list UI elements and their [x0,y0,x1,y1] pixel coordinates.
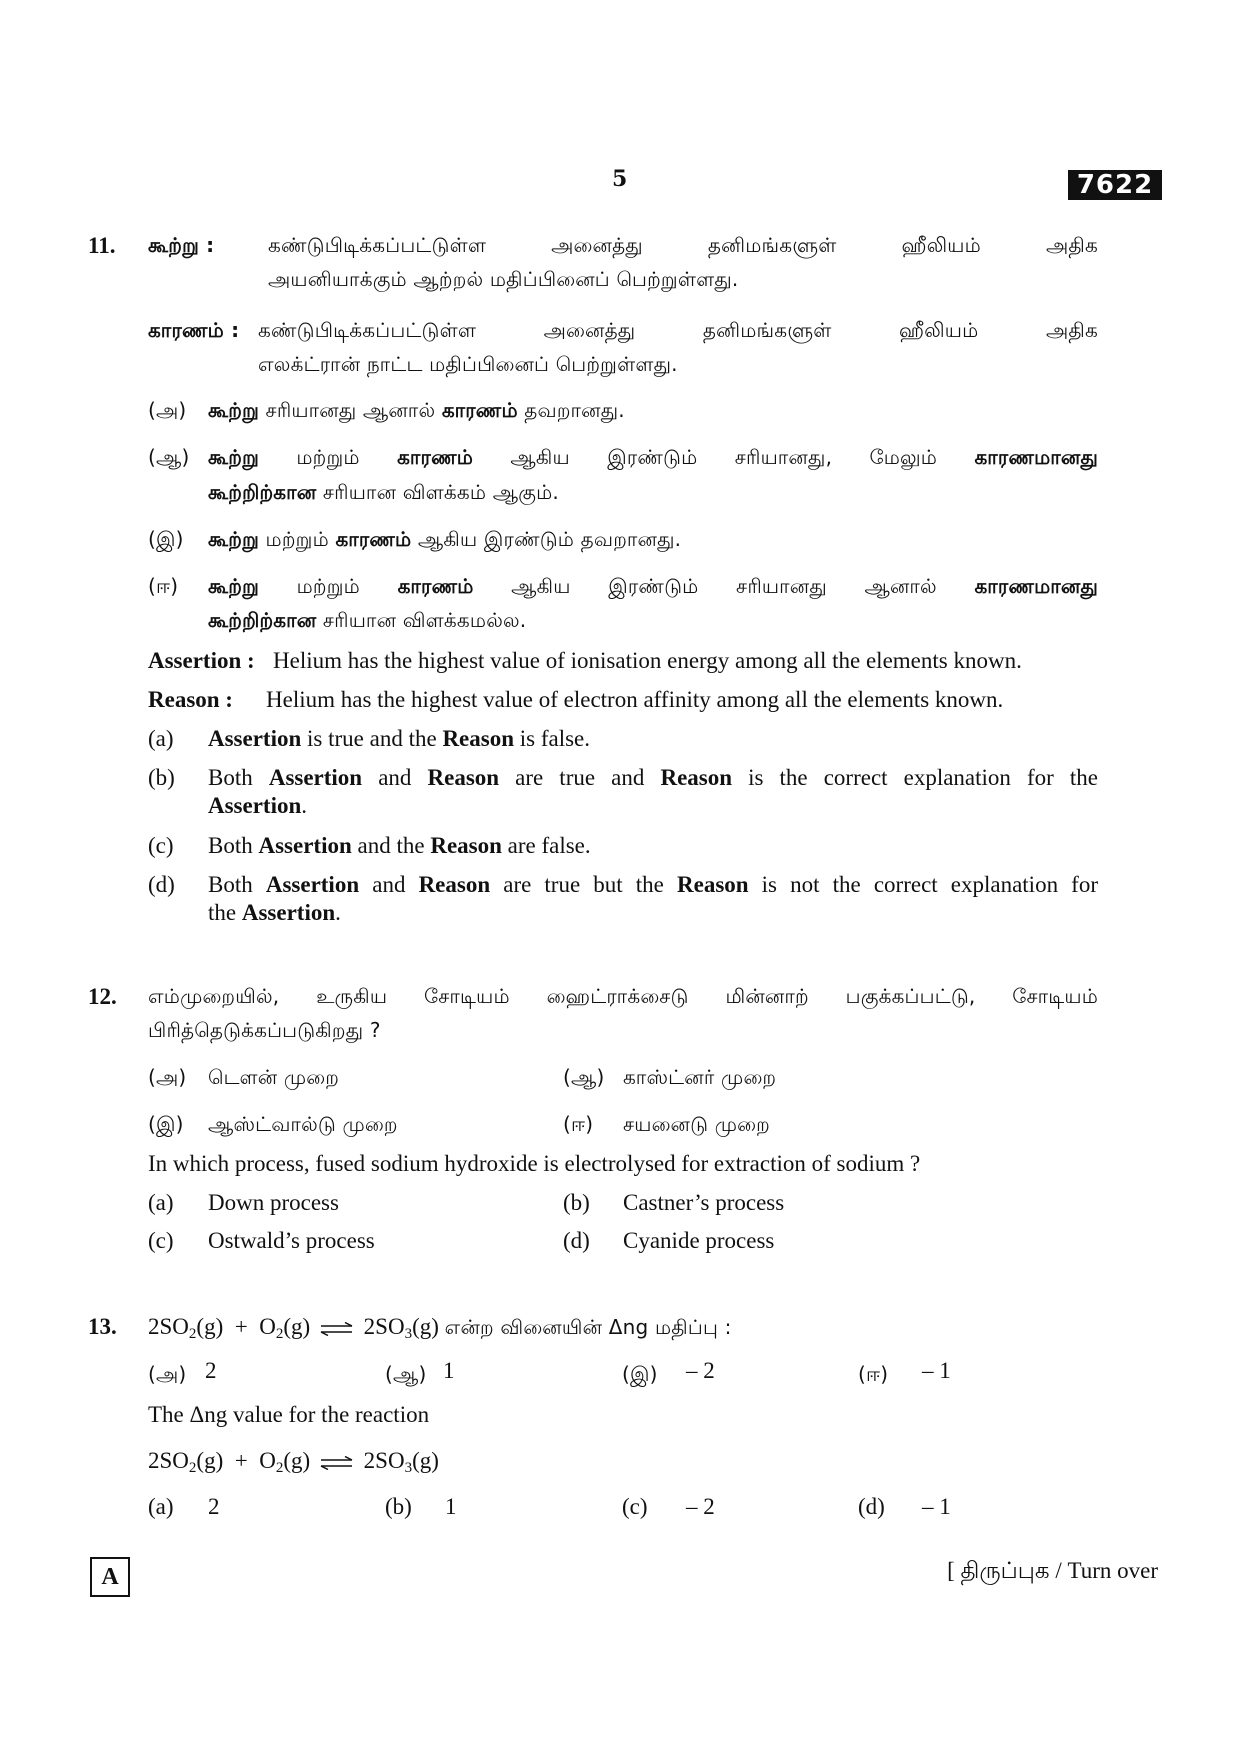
en-assertion-text: Helium has the highest value of ionisation energy among all the elements known. [273,648,1022,673]
ta-question-line-2: பிரித்தெடுக்கப்படுகிறது ? [148,1018,381,1042]
ta-assertion-line-2: அயனியாக்கும் ஆற்றல் மதிப்பினைப் பெற்றுள்ளது. [268,267,739,291]
en-reason-label: Reason : [148,687,233,712]
ta-reason-line-2: எலக்ட்ரான் நாட்ட மதிப்பினைப் பெற்றுள்ளது. [258,352,678,376]
en-option-text-cont: Assertion. [208,793,308,818]
ta-option-text: சயனைடு முறை [623,1112,770,1136]
en-option-key: (d) [563,1228,590,1253]
en-option-text: Ostwald’s process [208,1228,375,1253]
ta-option-key: (ஈ) [148,574,179,598]
en-option-key: (c) [148,833,174,858]
ta-reason-label: காரணம் : [148,318,240,342]
en-question: In which process, fused sodium hydroxide is electrolysed for extraction of sodium ? [148,1151,921,1176]
en-option-key: (a) [148,1190,174,1215]
question-number-12: 12. [88,984,117,1009]
ta-option-key: (அ) [148,398,187,422]
en-option-text: – 1 [922,1494,951,1519]
en-option-key: (c) [622,1494,648,1519]
ta-option-text: – 1 [922,1358,951,1383]
en-option-text: Cyanide process [623,1228,775,1253]
question-number-11: 11. [88,233,116,258]
ta-option-text: கூற்று மற்றும் காரணம் ஆகிய இரண்டும் தவறானது. [208,527,682,551]
ta-option-key: (இ) [148,527,184,551]
ta-option-text-cont: கூற்றிற்கான சரியான விளக்கம் ஆகும். [208,480,559,504]
ta-option-key: (அ) [148,1065,187,1089]
en-option-key: (c) [148,1228,174,1253]
turn-over-note: [ திருப்புக / Turn over [947,1558,1158,1583]
page-number: 5 [612,166,628,192]
question-number-13: 13. [88,1314,117,1339]
ta-option-key: (ஈ) [858,1362,889,1386]
ta-option-key: (இ) [622,1362,658,1386]
en-option-key: (d) [858,1494,885,1519]
en-option-text: Both Assertion and Reason are true but the Reason is not the correct explanation for [208,872,1098,897]
en-option-text: Castner’s process [623,1190,785,1215]
paper-code-badge: 7622 [1068,170,1162,200]
en-option-key: (a) [148,1494,174,1519]
en-option-text: Both Assertion and the Reason are false. [208,833,591,858]
ta-option-text: 2 [205,1358,217,1383]
ta-option-text: – 2 [686,1358,715,1383]
en-option-text: – 2 [686,1494,715,1519]
ta-option-key: (இ) [148,1112,184,1136]
en-assertion-label: Assertion : [148,648,255,673]
en-option-text: 1 [445,1494,457,1519]
ta-option-text: கூற்று மற்றும் காரணம் ஆகிய இரண்டும் சரியானது ஆனால் காரணமானது [208,574,1098,598]
en-option-key: (a) [148,726,174,751]
en-option-key: (d) [148,872,175,897]
ta-option-text: காஸ்ட்னர் முறை [623,1065,777,1089]
en-reason-text: Helium has the highest value of electron affinity among all the elements known. [266,687,1004,712]
ta-option-key: (அ) [148,1362,187,1386]
ta-reason-line-1: கண்டுபிடிக்கப்பட்டுள்ள அனைத்து தனிமங்களுள் ஹீலியம் அதிக [258,318,1098,342]
ta-assertion-line-1: கண்டுபிடிக்கப்பட்டுள்ள அனைத்து தனிமங்களுள் ஹீலியம் அதிக [268,233,1098,257]
ta-option-text: கூற்று மற்றும் காரணம் ஆகிய இரண்டும் சரியானது, மேலும் காரணமானது [208,445,1098,469]
reaction-equation: $2SO_2(g) + O_2(g)$ $2SO_3(g)$ என்ற வினையின் Δng மதிப்பு : [148,1314,732,1342]
en-question: The Δng value for the reaction [148,1402,430,1427]
ta-option-text-cont: கூற்றிற்கான சரியான விளக்கமல்ல. [208,608,527,632]
ta-question-line-1: எம்முறையில், உருகிய சோடியம் ஹைட்ராக்சைடு மின்னாற் பகுக்கப்பட்டு, சோடியம் [148,984,1098,1008]
ta-option-text: 1 [443,1358,455,1383]
ta-option-key: (ஆ) [148,445,190,469]
ta-option-key: (ஆ) [563,1065,605,1089]
en-option-text: Down process [208,1190,339,1215]
ta-option-text: டௌன் முறை [208,1065,340,1089]
ta-option-text: ஆஸ்ட்வால்டு முறை [208,1112,398,1136]
ta-option-key: (ஈ) [563,1112,594,1136]
en-option-key: (b) [385,1494,412,1519]
en-option-key: (b) [148,765,175,790]
ta-assertion-label: கூற்று : [148,233,215,257]
equilibrium-arrow-icon [320,1456,354,1470]
en-option-text: Both Assertion and Reason are true and Reason is the correct explanation for the [208,765,1099,790]
reaction-equation-en: $2SO_2(g) + O_2(g)$ $2SO_3(g)$ [148,1448,439,1476]
equilibrium-arrow-icon [320,1322,354,1336]
ta-option-key: (ஆ) [385,1362,427,1386]
ta-option-text: கூற்று சரியானது ஆனால் காரணம் தவறானது. [208,398,625,422]
en-option-text: Assertion is true and the Reason is false. [208,726,591,751]
en-option-text-cont: the Assertion. [208,900,341,925]
en-option-text: 2 [208,1494,220,1519]
en-option-key: (b) [563,1190,590,1215]
question-set-label: A [90,1557,130,1597]
